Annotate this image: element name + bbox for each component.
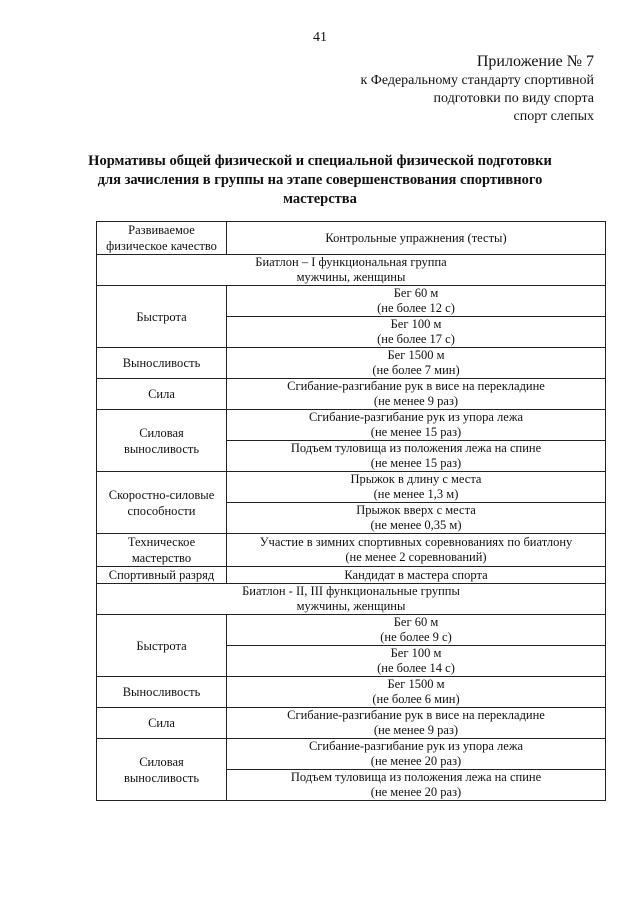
- quality-line: Сила: [148, 716, 175, 730]
- test-line: (не более 7 мин): [372, 363, 460, 377]
- test-cell: [227, 441, 606, 472]
- test-line: (не менее 2 соревнований): [345, 550, 487, 564]
- quality-line: Быстрота: [136, 638, 187, 653]
- test-line: Бег 100 м: [390, 317, 442, 331]
- quality-line: мастерство: [131, 551, 192, 565]
- quality-cell: [97, 739, 227, 801]
- test-line: Бег 1500 м: [387, 677, 445, 691]
- test-line: (не более 6 мин): [372, 692, 460, 706]
- test-line: (не менее 15 раз): [370, 425, 462, 439]
- title-line: мастерства: [283, 191, 357, 207]
- appendix-line: спорт слепых: [513, 109, 594, 124]
- test-line: (не менее 15 раз): [370, 456, 462, 470]
- test-line: (не менее 9 раз): [373, 394, 459, 408]
- table-row: [97, 677, 606, 708]
- test-line: Прыжок в длину с места: [350, 472, 482, 486]
- header-tests: Контрольные упражнения (тесты): [227, 222, 606, 255]
- section-row: [97, 255, 606, 286]
- test-cell: [227, 503, 606, 534]
- quality-line: способности: [127, 503, 196, 518]
- document-title: [60, 152, 580, 209]
- test-line: (не менее 0,35 м): [370, 518, 462, 532]
- section-title: [97, 255, 606, 286]
- table-row: [97, 348, 606, 379]
- appendix-title: Приложение № 7: [476, 53, 594, 70]
- title-line: для зачисления в группы на этапе совершенствования спортивного: [97, 172, 543, 188]
- test-line: (не более 12 с): [377, 301, 455, 315]
- test-cell: [227, 286, 606, 317]
- section-title-line: Биатлон - II, III функциональные группы: [242, 584, 460, 598]
- test-cell: [227, 646, 606, 677]
- quality-line: выносливость: [123, 441, 200, 456]
- table-row: [97, 472, 606, 503]
- standards-table: [96, 221, 606, 801]
- test-line: Сгибание-разгибание рук из упора лежа: [308, 410, 524, 424]
- test-line: Сгибание-разгибание рук из упора лежа: [308, 739, 524, 753]
- section-title: [97, 584, 606, 615]
- table-row: [97, 379, 606, 410]
- quality-cell: [97, 615, 227, 677]
- header-quality-line: физическое качество: [106, 239, 217, 253]
- table-row: [97, 286, 606, 317]
- test-line: (не более 9 с): [380, 630, 452, 644]
- test-line: Кандидат в мастера спорта: [344, 567, 488, 582]
- table-row: [97, 534, 606, 567]
- section-title-line: мужчины, женщины: [296, 270, 406, 284]
- quality-cell: [97, 472, 227, 534]
- test-cell: [227, 708, 606, 739]
- test-cell: [227, 472, 606, 503]
- appendix-line: к Федеральному стандарту спортивной: [360, 73, 594, 88]
- test-line: (не менее 20 раз): [370, 785, 462, 799]
- section-title-line: мужчины, женщины: [296, 599, 406, 613]
- quality-line: Выносливость: [122, 356, 201, 370]
- quality-cell: [97, 534, 227, 567]
- quality-line: Техническое: [127, 535, 196, 549]
- test-line: Бег 60 м: [393, 615, 439, 629]
- test-cell: [227, 567, 606, 584]
- test-line: (не более 17 с): [377, 332, 455, 346]
- quality-line: Силовая: [139, 425, 184, 440]
- quality-cell: [97, 410, 227, 472]
- section-row: [97, 584, 606, 615]
- test-line: Подъем туловища из положения лежа на спине: [290, 441, 542, 455]
- quality-cell: [97, 708, 227, 739]
- test-line: Подъем туловища из положения лежа на спине: [290, 770, 542, 784]
- header-quality-line: Развиваемое: [128, 223, 195, 237]
- quality-line: Выносливость: [122, 685, 201, 699]
- test-cell: [227, 739, 606, 770]
- table-row: [97, 739, 606, 770]
- test-line: Участие в зимних спортивных соревнованиях по биатлону: [259, 535, 573, 549]
- test-line: Прыжок вверх с места: [356, 503, 476, 517]
- section-title-line: Биатлон – I функциональная группа: [255, 255, 447, 269]
- test-line: Бег 60 м: [393, 286, 439, 300]
- quality-line: Сила: [148, 387, 175, 401]
- test-line: Бег 100 м: [390, 646, 442, 660]
- test-cell: [227, 677, 606, 708]
- quality-cell: [97, 379, 227, 410]
- quality-cell: [97, 286, 227, 348]
- test-line: Сгибание-разгибание рук в висе на перекладине: [287, 379, 545, 393]
- test-line: (не более 14 с): [377, 661, 455, 675]
- test-line: Сгибание-разгибание рук в висе на перекладине: [287, 708, 545, 722]
- test-cell: [227, 379, 606, 410]
- table-row: [97, 567, 606, 584]
- quality-cell: [97, 567, 227, 584]
- table-row: [97, 410, 606, 441]
- quality-line: Спортивный разряд: [108, 568, 215, 582]
- quality-cell: [97, 348, 227, 379]
- table-row: [97, 708, 606, 739]
- test-cell: [227, 348, 606, 379]
- header-quality: [97, 222, 227, 255]
- appendix-line: подготовки по виду спорта: [433, 91, 594, 106]
- test-cell: [227, 534, 606, 567]
- quality-cell: [97, 677, 227, 708]
- quality-line: выносливость: [123, 770, 200, 785]
- test-cell: [227, 615, 606, 646]
- test-line: (не менее 20 раз): [370, 754, 462, 768]
- quality-line: Силовая: [139, 754, 184, 769]
- quality-line: Быстрота: [136, 309, 187, 324]
- quality-line: Скоростно-силовые: [108, 487, 215, 502]
- test-line: (не менее 9 раз): [373, 723, 459, 737]
- test-cell: [227, 317, 606, 348]
- table-row: [97, 615, 606, 646]
- test-line: (не менее 1,3 м): [373, 487, 459, 501]
- page-number: 41: [313, 30, 327, 45]
- table-header-row: [97, 222, 606, 255]
- test-cell: [227, 410, 606, 441]
- appendix-block: [360, 52, 594, 126]
- test-cell: [227, 770, 606, 801]
- test-line: Бег 1500 м: [387, 348, 445, 362]
- title-line: Нормативы общей физической и специальной физической подготовки: [88, 153, 552, 169]
